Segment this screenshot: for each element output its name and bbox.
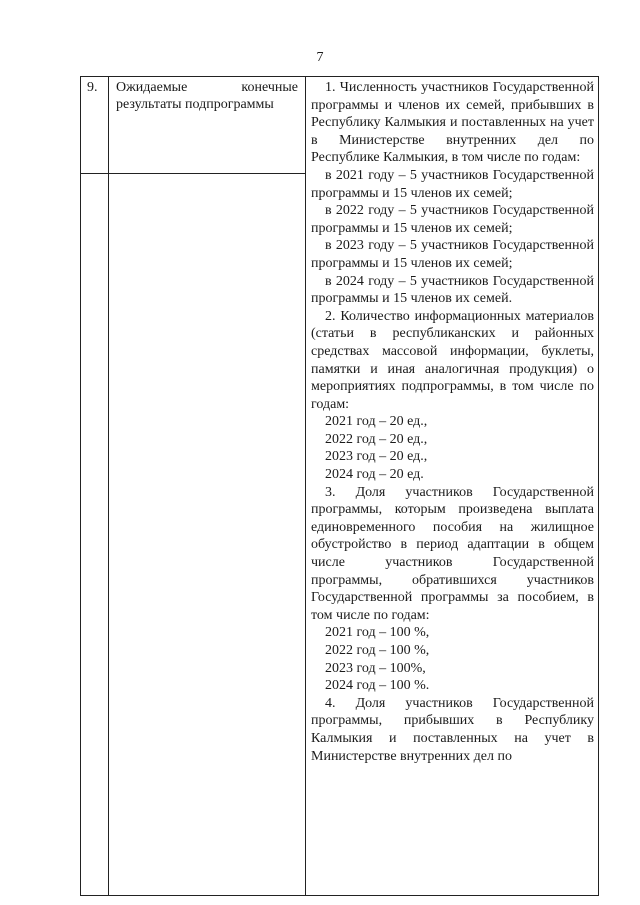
row-divider (81, 173, 305, 174)
year-value-line: 2021 год – 100 %, (325, 625, 430, 641)
year-value-line: 2022 год – 100 %, (325, 643, 430, 658)
year-value-line: 2024 год – 20 ед. (325, 467, 424, 483)
indicator-paragraph: 2. Количество информационных материалов (статьи в республиканских и районных средствах массовой информации, буклеты, памятки и иная аналогичная продукция) о мероприятиях подпрограммы, в том числе по годам: (311, 308, 594, 412)
column-divider (305, 77, 306, 895)
results-table (80, 76, 599, 896)
row-content (311, 79, 594, 765)
year-value-line: 2023 год – 20 ед., (325, 449, 428, 465)
year-breakdown-line: в 2021 году – 5 участников Государственной программы и 15 членов их семей; (311, 167, 594, 201)
indicator-paragraph: 4. Доля участников Государственной программы, прибывших в Республику Калмыкия и поставленных на учет в Министерстве внутренних дел по (311, 695, 594, 764)
row-label: Ожидаемые конечные результаты подпрограммы (116, 80, 298, 112)
column-divider (108, 77, 109, 895)
year-value-line: 2021 год – 20 ед., (325, 414, 428, 430)
indicator-paragraph: 3. Доля участников Государственной программы, которым произведена выплата единовременного пособия на жилищное обустройство в период адаптации в общем числе участников Государственной программы, обратившихся участников Государственной программы за пособием, в том числе по годам: (311, 484, 594, 623)
year-breakdown-line: в 2024 году – 5 участников Государственной программы и 15 членов их семей. (311, 273, 594, 307)
row-number: 9. (87, 80, 98, 95)
year-breakdown-line: в 2022 году – 5 участников Государственной программы и 15 членов их семей; (311, 203, 594, 236)
year-value-line: 2024 год – 100 %. (325, 678, 430, 694)
page-number: 7 (316, 50, 324, 65)
indicator-paragraph: 1. Численность участников Государственной программы и членов их семей, прибывших в Республику Калмыкия и поставленных на учет в Министерстве внутренних дел по Республике Калмыкия, в том числе по годам: (311, 80, 594, 166)
year-value-line: 2022 год – 20 ед., (325, 431, 428, 447)
year-value-line: 2023 год – 100%, (325, 660, 426, 676)
year-breakdown-line: в 2023 году – 5 участников Государственной программы и 15 членов их семей; (311, 238, 594, 271)
